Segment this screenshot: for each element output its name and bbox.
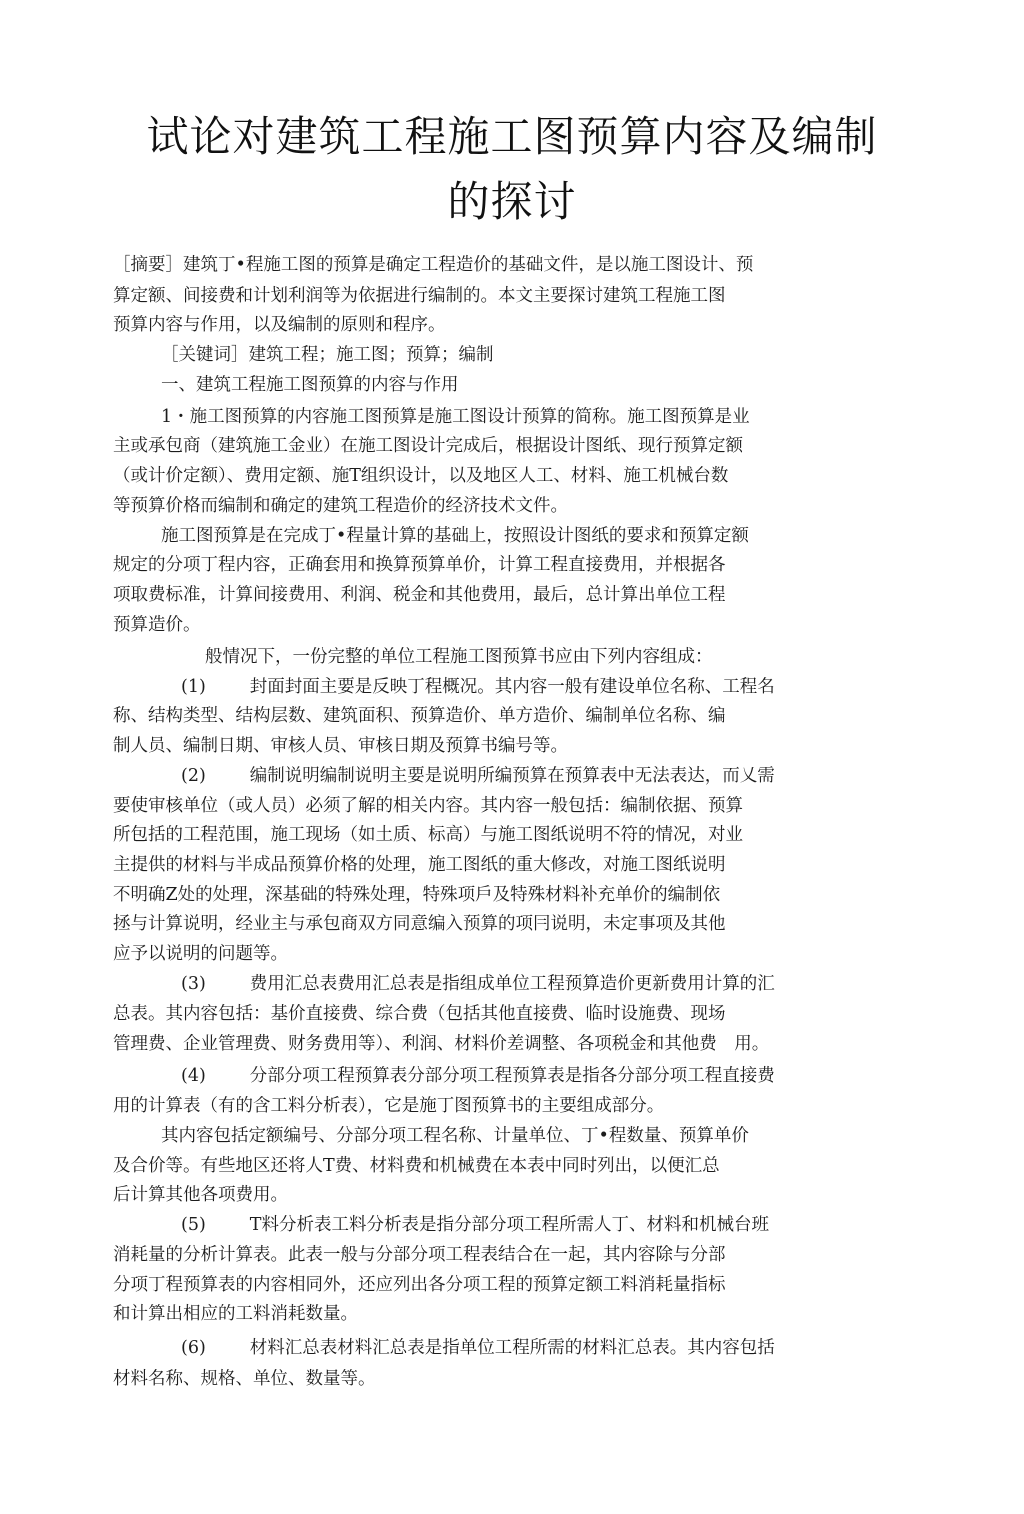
document-title-line-1: 试论对建筑工程施工图预算内容及编制: [146, 112, 878, 161]
paragraph-line: 主或承包商（建筑施工金业）在施工图设计完成后，根据设计图纸、现行预算定额: [113, 436, 743, 456]
paragraph-line: 预算造价。: [113, 615, 201, 635]
paragraph-line: 用的计算表（有的含工料分析表），它是施丁图预算书的主要组成部分。: [113, 1096, 665, 1116]
abstract-line-3: 预算内容与作用，以及编制的原则和程序。: [113, 315, 446, 335]
item-text: 材料汇总表材料汇总表是指单位工程所需的材料汇总表。其内容包括: [249, 1338, 775, 1358]
paragraph-line: 般情况下，一份完整的单位工程施工图预算书应由下列内容组成：: [205, 647, 713, 667]
paragraph-line: 后计算其他各项费用。: [113, 1185, 288, 1205]
item-number: (2): [181, 766, 206, 786]
paragraph-line: 管理费、企业管理费、财务费用等）、利润、材料价差调整、各项税金和其他费 用。: [113, 1034, 770, 1054]
item-6-line: [181, 1336, 775, 1360]
item-text: 编制说明编制说明主要是说明所编预算在预算表中无法表达，而乂需: [249, 766, 775, 786]
paragraph-line: 项取费标准，计算间接费用、利润、税金和其他费用，最后，总计算出单位工程: [113, 585, 726, 605]
item-number: (5): [181, 1215, 206, 1235]
paragraph-line: 制人员、编制日期、审核人员、审核日期及预算书编号等。: [113, 736, 568, 756]
item-text: 封面封面主要是反映丁程概况。其内容一般有建设单位名称、工程名: [249, 677, 775, 697]
paragraph-line: 拯与计算说明，经业主与承包商双方同意编入预算的项冃说明，未定事项及其他: [113, 914, 726, 934]
item-3-line: [181, 972, 775, 996]
paragraph-line: 应予以说明的问题等。: [113, 944, 288, 964]
paragraph-line: 总表。其内容包括：基价直接费、综合费（包括其他直接费、临时设施费、现场: [113, 1004, 726, 1024]
item-4-line: [181, 1064, 775, 1088]
item-number: (4): [181, 1066, 206, 1086]
paragraph-line: 规定的分项丁程内容，正确套用和换算预算单价，计算工程直接费用，并根据各: [113, 555, 726, 575]
paragraph-line: 要使审核单位（或人员）必须了解的相关内容。其内容一般包括：编制依据、预算: [113, 796, 743, 816]
item-number: (3): [181, 974, 206, 994]
item-text: T料分析表工料分析表是指分部分项工程所需人丁、材料和机械台班: [249, 1215, 769, 1235]
item-number: (1): [181, 677, 206, 697]
paragraph-line: 其内容包括定额编号、分部分项工程名称、计量单位、丁•程数量、预算单价: [161, 1126, 749, 1146]
item-5-line: [181, 1213, 769, 1237]
paragraph-line: 所包括的工程范围，施工现场（如土质、标高）与施工图纸说明不符的情况，对业: [113, 825, 743, 845]
paragraph-line: 等预算价格而编制和确定的建筑工程造价的经济技术文件。: [113, 496, 568, 516]
document-title-line-2: 的探讨: [447, 177, 577, 226]
section-heading-1: 一、建筑工程施工图预算的内容与作用: [161, 375, 459, 395]
item-2-line: [181, 764, 775, 788]
paragraph-line: 不明确Z处的处理，深基础的特殊处理，特殊项戶及特殊材料补充单价的编制依: [113, 885, 721, 905]
paragraph-line: （或计价定额）、费用定额、施T组织设计，以及地区人工、材料、施工机械台数: [113, 466, 729, 486]
abstract-line-2: 算定额、间接费和计划利润等为依据进行编制的。本文主要探讨建筑工程施工图: [113, 286, 726, 306]
item-text: 费用汇总表费用汇总表是指组成单位工程预算造价更新费用计算的汇: [249, 974, 775, 994]
item-1-line: [181, 675, 775, 699]
paragraph-line: 施工图预算是在完成丁•程量计算的基础上，按照设计图纸的要求和预算定额: [161, 526, 749, 546]
keywords-line: ［关键词］建筑工程；施工图；预算；编制: [161, 345, 494, 365]
paragraph-line: 1・施工图预算的内容施工图预算是施工图设计预算的简称。施工图预算是业: [161, 407, 750, 427]
item-text: 分部分项工程预算表分部分项工程预算表是指各分部分项工程直接费: [249, 1066, 775, 1086]
abstract-line-1: ［摘要］建筑丁•程施工图的预算是确定工程造价的基础文件，是以施工图设计、预: [113, 255, 754, 275]
paragraph-line: 分项丁程预算表的内容相同外，还应列出各分项工程的预算定额工料消耗量指标: [113, 1275, 726, 1295]
paragraph-line: 主提供的材料与半成品预算价格的处理，施工图纸的重大修改，对施工图纸说明: [113, 855, 726, 875]
paragraph-line: 称、结构类型、结构层数、建筑面积、预算造价、单方造价、编制单位名称、编: [113, 706, 726, 726]
paragraph-line: 材料名称、规格、单位、数量等。: [113, 1369, 376, 1389]
item-number: (6): [181, 1338, 206, 1358]
paragraph-line: 及合价等。有些地区还将人T费、材料费和机械费在本表中同时列出，以便汇总: [113, 1156, 720, 1176]
paragraph-line: 消耗量的分析计算表。此表一般与分部分项工程表结合在一起，其内容除与分部: [113, 1245, 726, 1265]
paragraph-line: 和计算出相应的工料消耗数量。: [113, 1304, 358, 1324]
